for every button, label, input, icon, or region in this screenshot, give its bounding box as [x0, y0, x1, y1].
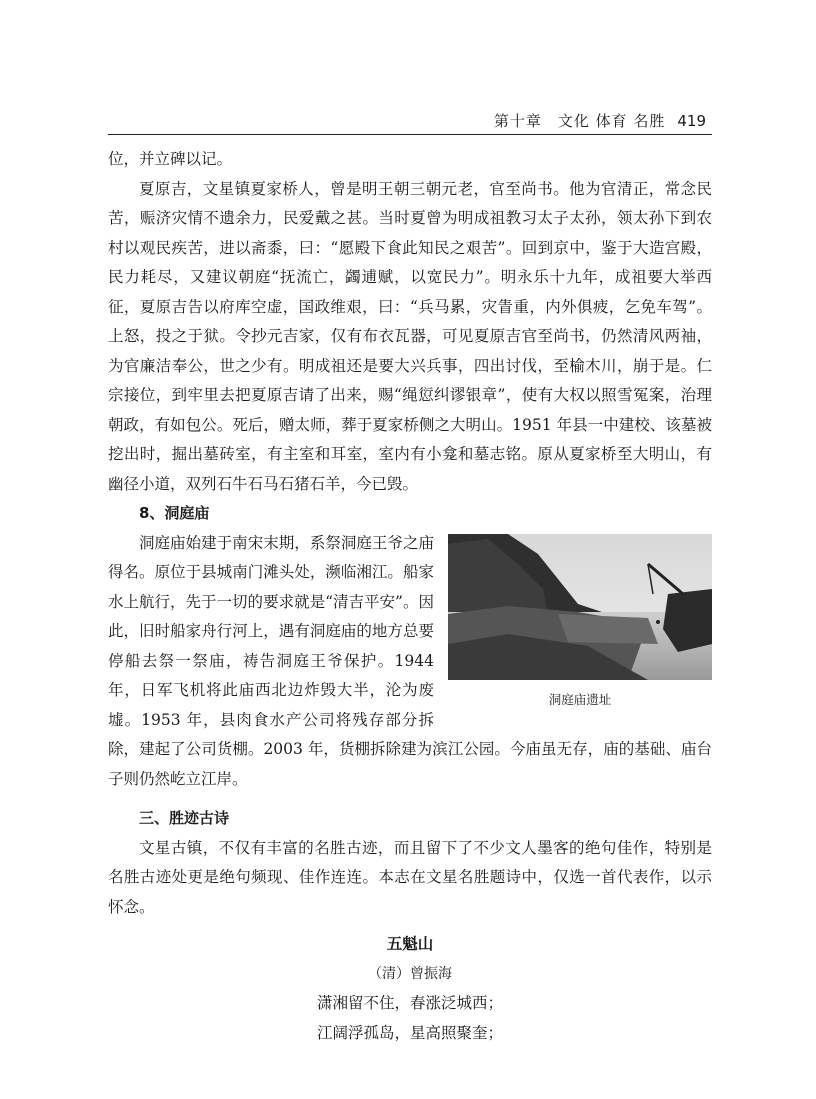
- page-body: [108, 145, 712, 1048]
- running-header: [108, 108, 712, 135]
- paragraph-xia-yuanji: 夏原吉，文星镇夏家桥人，曾是明王朝三朝元老，官至尚书。他为官清正，常念民苦，赈济灾情不遗余力，民爱戴之甚。当时夏曾为明成祖教习太子太孙，领太孙下到农村以观民疾苦，进以斋黍，曰：“愿殿下食此知民之艰苦”。回到京中，鉴于大造宫殿，民力耗尽，又建议朝庭“抚流亡，蠲逋赋，以宽民力”。明永乐十九年，成祖要大举西征，夏原吉告以府库空虚，国政维艰，曰：“兵马累，灾眚重，内外俱疲，乞免车驾”。上怒，投之于狱。令抄元吉家，仅有布衣瓦器，可见夏原吉官至尚书，仍然清风两袖，为官廉洁奉公，世之少有。明成祖还是要大兴兵事，四出讨伐，至榆木川，崩于是。仁宗接位，到牢里去把夏原吉请了出来，赐“绳愆纠谬银章”，使有大权以照雪冤案，治理朝政，有如包公。死后，赠太师，葬于夏家桥侧之大明山。1951 年县一中建校、该墓被挖出时，掘出墓砖室，有主室和耳室，室内有小龛和墓志铭。原从夏家桥至大明山，有幽径小道，双列石牛石马石猪石羊，今已毁。: [108, 179, 712, 493]
- figure-caption: 洞庭庙遗址: [548, 691, 612, 707]
- figure: [448, 534, 712, 712]
- poem-line: 江阔浮孤岛，星高照聚奎；: [316, 1023, 503, 1042]
- paragraph-continuation: 位，并立碑以记。: [108, 150, 233, 168]
- paragraph-dongting: 洞庭庙始建于南宋末期，系祭洞庭王爷之庙得名。原位于县城南门滩头处，濒临湘江。船家水上航行，先于一切的要求就是“清吉平安”。因此，旧时船家舟行河上，遇有洞庭庙的地方总要停船去祭一祭庙，祷告洞庭王爷保护。1944 年，日军飞机将此庙西北边炸毁大半，沦为废墟。1953 年，县肉食水产公司将残存部分拆除，建起了公司货棚。2003 年，货棚拆除建为滨江公园。今庙虽无存，庙的基础、庙台子则仍然屹立江岸。: [108, 533, 712, 788]
- page-number: 419: [677, 112, 706, 130]
- subsection-heading-dongting: 8、洞庭庙: [139, 504, 210, 522]
- section-heading-poems: 三、胜迹古诗: [139, 809, 230, 827]
- poem-line: 潇湘留不住，春涨泛城西；: [316, 994, 503, 1012]
- poem-author: （清）曾振海: [368, 965, 452, 982]
- poem-title: 五魁山: [386, 935, 434, 953]
- chapter-title: 第十章 文化 体育 名胜: [493, 112, 666, 130]
- paragraph-poems-intro: 文星古镇，不仅有丰富的名胜古迹，而且留下了不少文人墨客的绝句佳作，特别是名胜古迹处更是绝句频现、佳作连连。本志在文星名胜题诗中，仅选一首代表作，以示怀念。: [108, 838, 712, 916]
- temple-ruins-photo: [448, 534, 712, 680]
- poem: [108, 930, 712, 1048]
- header-text: [494, 110, 706, 131]
